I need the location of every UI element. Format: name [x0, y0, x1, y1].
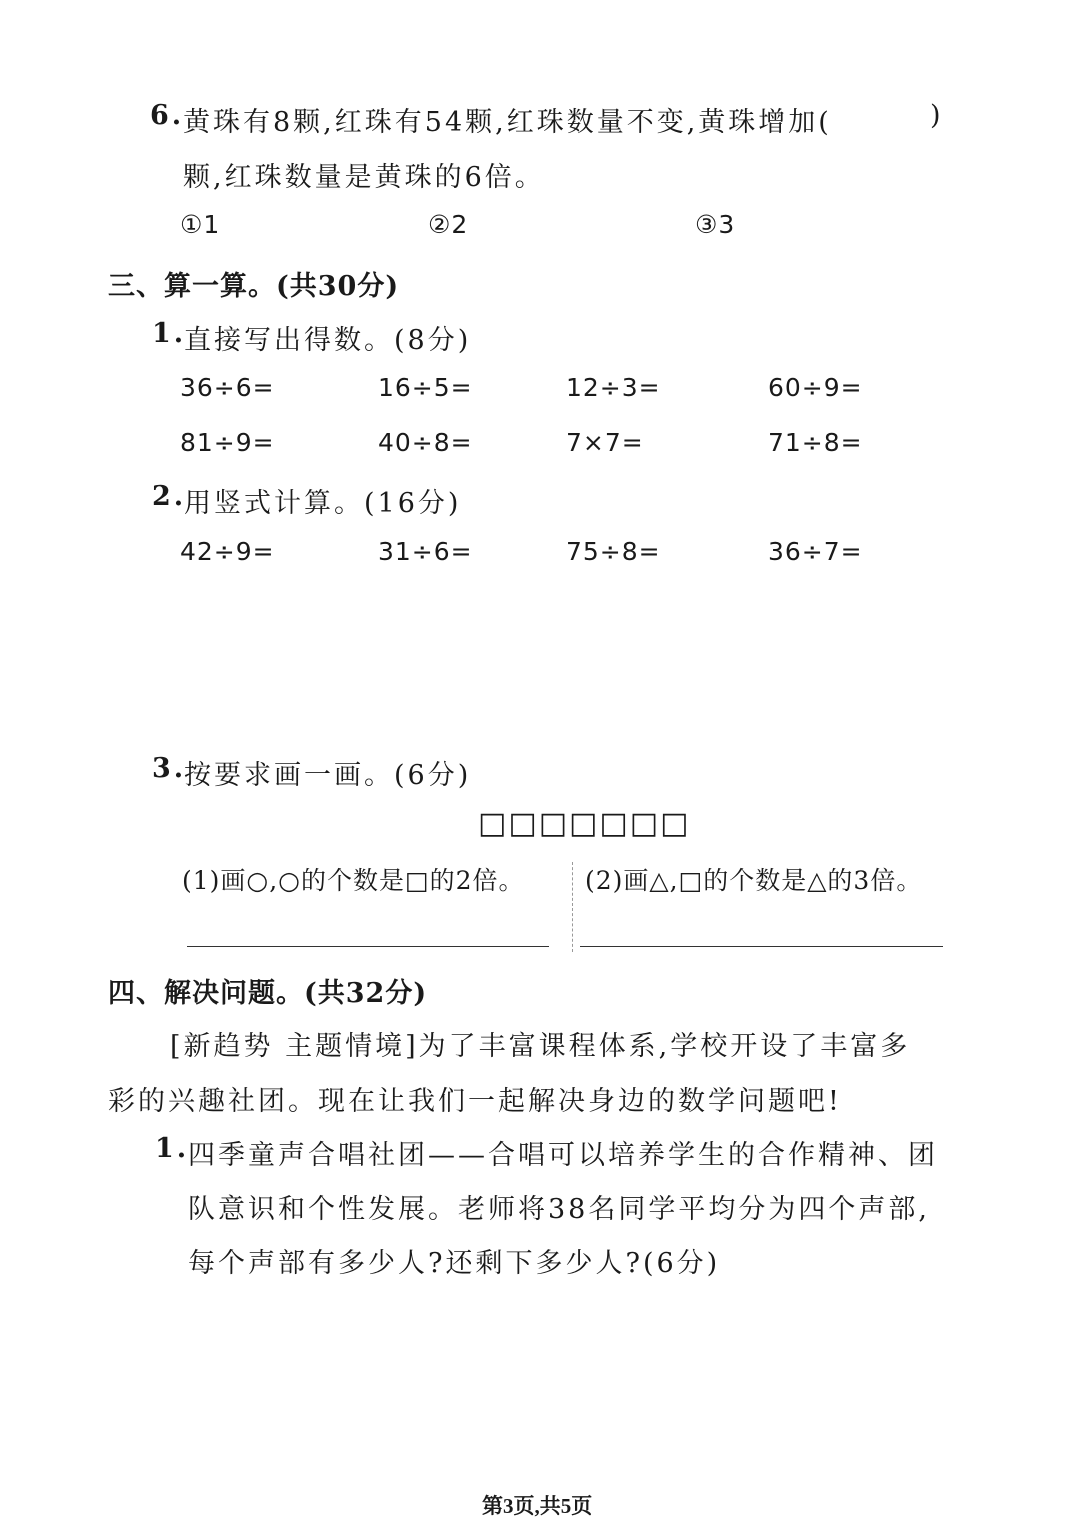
intro-text-line: 彩的兴趣社团。现在让我们一起解决身边的数学问题吧! — [108, 1086, 842, 1117]
answer-line[interactable] — [580, 946, 943, 947]
calc-item: 71÷8= — [768, 428, 863, 457]
calc-item: 60÷9= — [768, 373, 863, 402]
calc-item: 81÷9= — [180, 428, 275, 457]
question-number: 3. — [152, 753, 187, 784]
calc-item: 12÷3= — [566, 373, 661, 402]
answer-paren-close: ) — [930, 100, 944, 131]
question-number: 1. — [152, 318, 187, 349]
section-title: 三、算一算。(共30分) — [108, 271, 400, 302]
option-2: ②2 — [428, 210, 469, 239]
divider — [572, 862, 573, 952]
section-title: 四、解决问题。(共32分) — [108, 978, 428, 1009]
calc-item: 16÷5= — [378, 373, 473, 402]
question-title: 用竖式计算。(16分) — [184, 488, 462, 519]
drawing-part-2: (2)画△,□的个数是△的3倍。 — [585, 866, 923, 895]
question-text-line: 每个声部有多少人?还剩下多少人?(6分) — [188, 1248, 721, 1279]
calc-item: 7×7= — [566, 428, 644, 457]
question-title: 按要求画一画。(6分) — [184, 760, 472, 791]
question-number: 6. — [150, 100, 185, 131]
calc-item: 75÷8= — [566, 537, 661, 566]
intro-text-line: [新趋势 主题情境]为了丰富课程体系,学校开设了丰富多 — [170, 1031, 911, 1062]
option-1: ①1 — [180, 210, 221, 239]
question-text-line: 黄珠有8颗,红珠有54颗,红珠数量不变,黄珠增加( — [183, 107, 832, 138]
square-row: □□□□□□□ — [478, 806, 691, 841]
drawing-part-1: (1)画○,○的个数是□的2倍。 — [182, 866, 525, 895]
question-number: 2. — [152, 481, 187, 512]
question-text-line: 队意识和个性发展。老师将38名同学平均分为四个声部, — [188, 1194, 930, 1225]
question-title: 直接写出得数。(8分) — [184, 325, 472, 356]
question-text-line: 颗,红珠数量是黄珠的6倍。 — [183, 162, 545, 193]
page-footer: 第3页,共5页 — [482, 1494, 593, 1518]
calc-item: 42÷9= — [180, 537, 275, 566]
calc-item: 31÷6= — [378, 537, 473, 566]
calc-item: 36÷7= — [768, 537, 863, 566]
option-3: ③3 — [695, 210, 736, 239]
calc-item: 36÷6= — [180, 373, 275, 402]
question-number: 1. — [155, 1133, 190, 1164]
answer-line[interactable] — [187, 946, 549, 947]
question-text-line: 四季童声合唱社团——合唱可以培养学生的合作精神、团 — [188, 1140, 938, 1171]
calc-item: 40÷8= — [378, 428, 473, 457]
